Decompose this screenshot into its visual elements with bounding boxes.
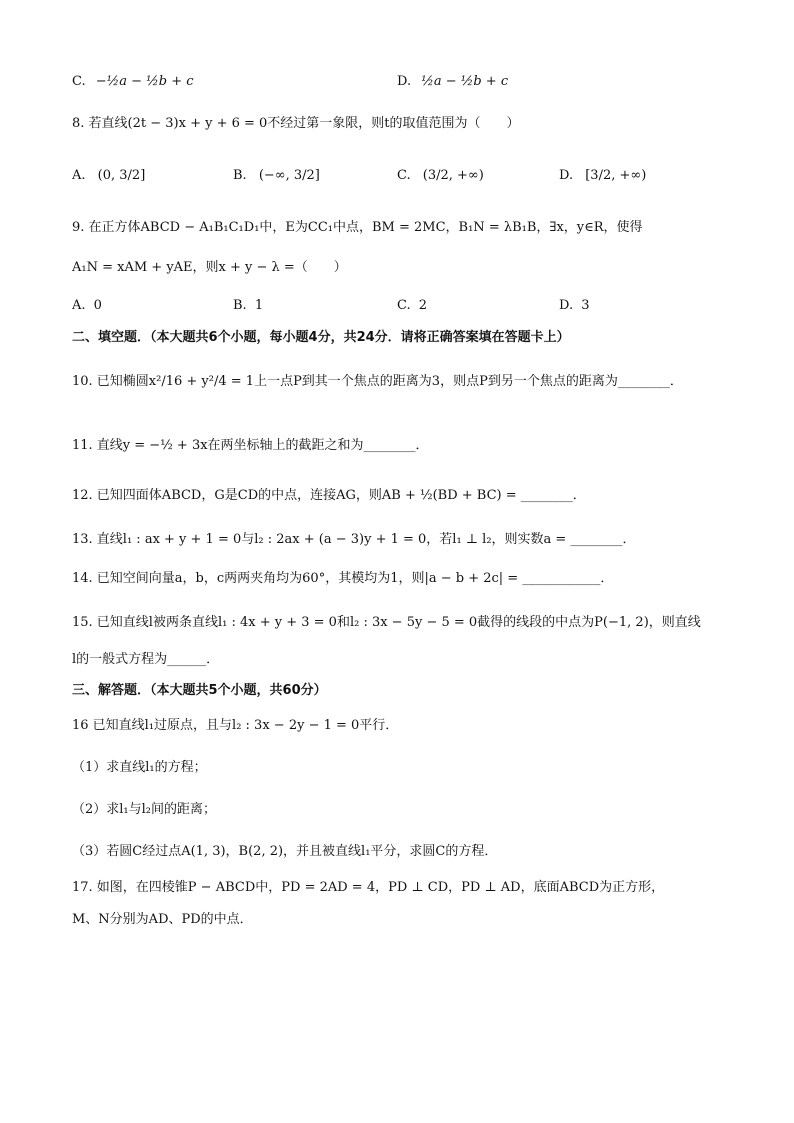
q7-option-d [397, 72, 508, 92]
q16-part1: （1）求直线l₁的方程； [72, 760, 207, 775]
q9-option-d-text: 3 [581, 298, 590, 313]
section2-heading: 二、填空题．（本大题共6个小题，每小题4分，共24分．请将正确答案填在答题卡上） [72, 330, 570, 345]
q8-option-b-text: (−∞, 3/2] [258, 168, 320, 183]
q9-option-b [233, 296, 263, 316]
q8-option-b [233, 166, 320, 186]
q9-option-c [397, 296, 427, 316]
q16-stem: 16 已知直线l₁过原点，且与l₂ : 3x − 2y − 1 = 0平行． [72, 718, 399, 733]
q9-option-b-text: 1 [254, 298, 264, 313]
q15-line1: 15. 已知直线l被两条直线l₁ : 4x + y + 3 = 0和l₂ : 3x − 5y − 5 = 0截得的线段的中点为P(−1, 2)，则直线 [72, 615, 701, 630]
q16-part2: （2）求l₁与l₂间的距离； [72, 802, 217, 817]
q9-option-d-label: D. [559, 298, 574, 313]
q8-option-c-text: (3/2, +∞) [422, 168, 484, 183]
q8-option-b-label: B. [233, 168, 247, 183]
q9-option-a [72, 296, 102, 316]
section3-heading: 三、解答题．（本大题共5个小题，共60分） [72, 683, 327, 698]
q7-option-d-text: ½a − ½b + c [421, 74, 509, 89]
q7-option-d-label: D. [397, 74, 412, 89]
q8-option-c [397, 166, 484, 186]
q8-option-d-text: [3/2, +∞) [585, 168, 647, 183]
q9-option-d [559, 296, 590, 316]
q9-option-c-text: 2 [418, 298, 428, 313]
q14: 14. 已知空间向量a，b，c两两夹角均为60°，其模均为1，则|a − b + 2c| = ____________． [72, 571, 614, 586]
q11: 11. 直线y = −½ + 3x在两坐标轴上的截距之和为________． [72, 438, 429, 453]
q7-option-c-text: −½a − ½b + c [95, 74, 194, 89]
q8-option-c-label: C. [397, 168, 411, 183]
q16-part3: （3）若圆C经过点A(1, 3)，B(2, 2)，并且被直线l₁平分，求圆C的方程． [72, 844, 498, 859]
q9-option-a-label: A. [72, 298, 86, 313]
q7-option-c-label: C. [72, 74, 86, 89]
q9-stem-line2: A₁N = xAM + yAE，则x + y − λ =（ ） [72, 260, 347, 275]
q15-line2: l的一般式方程为______． [72, 652, 220, 667]
q10: 10. 已知椭圆x²/16 + y²/4 = 1上一点P到其一个焦点的距离为3，则点P到另一个焦点的距离为________． [72, 374, 683, 389]
q8-option-a-text: (0, 3/2] [97, 168, 146, 183]
q17-line2: M、N分别为AD、PD的中点． [72, 912, 253, 927]
q17-line1: 17. 如图，在四棱锥P − ABCD中，PD = 2AD = 4，PD ⊥ CD，PD ⊥ AD，底面ABCD为正方形， [72, 880, 665, 895]
q8-stem: 8. 若直线(2t − 3)x + y + 6 = 0不经过第一象限，则t的取值范围为（ ） [72, 116, 520, 131]
q8-option-a [72, 166, 145, 186]
q12: 12. 已知四面体ABCD，G是CD的中点，连接AG，则AB + ½(BD + BC) = ________． [72, 488, 586, 503]
q9-option-c-label: C. [397, 298, 411, 313]
q8-option-d-label: D. [559, 168, 574, 183]
q7-option-c [72, 72, 194, 92]
q9-option-a-text: 0 [93, 298, 102, 313]
q9-stem-line1: 9. 在正方体ABCD − A₁B₁C₁D₁中，E为CC₁中点，BM = 2MC，B₁N = λB₁B，∃x，y∈R，使得 [72, 220, 643, 235]
q9-option-b-label: B. [233, 298, 247, 313]
q13: 13. 直线l₁ : ax + y + 1 = 0与l₂ : 2ax + (a − 3)y + 1 = 0，若l₁ ⊥ l₂，则实数a = ________． [72, 532, 636, 547]
q8-option-d [559, 166, 646, 186]
q8-option-a-label: A. [72, 168, 86, 183]
